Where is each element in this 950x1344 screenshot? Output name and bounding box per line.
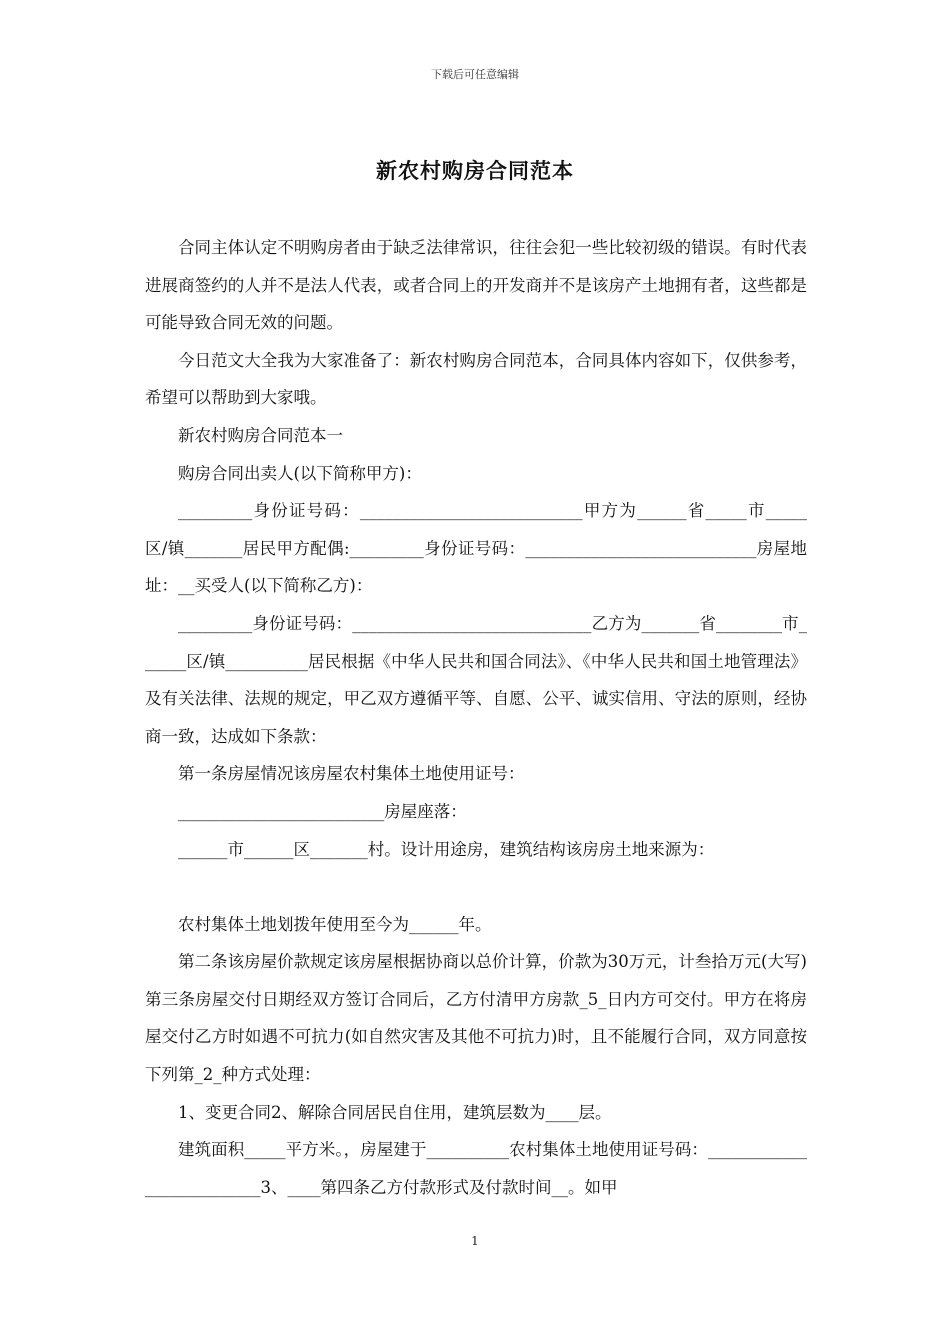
blank-line (145, 868, 807, 906)
document-title: 新农村购房合同范本 (376, 158, 574, 183)
paragraph-buyer-details: _________身份证号码：_____________________________乙方为_______省________市______区/镇__________居民根据《中华人民共和国合同法》、《中华人民共和国土地管理法》及有关法律、法规的规定，甲乙双方遵循平等、自愿、公平、诚实信用、守法的原则，经协商一致，达成如下条款： (145, 613, 807, 746)
paragraph-intro: 合同主体认定不明购房者由于缺乏法律常识，往往会犯一些比较初级的错误。有时代表进展商签约的人并不是法人代表，或者合同上的开发商并不是该房产土地拥有者，这些都是可能导致合同无效的问题。 (145, 238, 807, 333)
document-body (145, 229, 807, 1206)
paragraph-options: 1、变更合同2、解除合同居民自住用，建筑层数为____层。 (178, 1102, 612, 1122)
paragraph-house-address: ______市______区_______村。设计用途房，建筑结构该房房土地来源为： (178, 839, 715, 859)
paragraph-preface: 今日范文大全我为大家准备了：新农村购房合同范本，合同具体内容如下，仅供参考，希望可以帮助到大家哦。 (145, 350, 807, 408)
paragraph-area: 建筑面积_____平方米。，房屋建于__________农村集体土地使用证号码：__________________________3、____第四条乙方付款形式及付款时间__。如甲 (145, 1140, 807, 1197)
paragraph-house-location: _________________________房屋座落： (178, 801, 467, 821)
paragraph-article-two: 第二条该房屋价款规定该房屋根据协商以总价计算，价款为30万元，计叁拾万元(大写)第三条房屋交付日期经双方签订合同后，乙方付清甲方房款_5_日内方可交付。甲方在将房屋交付乙方时如遇不可抗力(如自然灾害及其他不可抗力)时，且不能履行合同，双方同意按下列第_2_种方式处理： (145, 952, 807, 1085)
paragraph-subtitle: 新农村购房合同范本一 (178, 425, 343, 445)
page-number: 1 (471, 1234, 479, 1248)
paragraph-article-one: 第一条房屋情况该房屋农村集体土地使用证号： (178, 764, 525, 784)
paragraph-land-use: 农村集体土地划拨年使用至今为______年。 (178, 914, 492, 934)
paragraph-seller-heading: 购房合同出卖人(以下简称甲方)： (178, 463, 422, 483)
header-note: 下载后可任意编辑 (431, 68, 519, 81)
paragraph-seller-details: _________身份证号码：___________________________甲方为______省_____市_____区/镇_______居民甲方配偶:_________身份证号码：____________________________房屋地址：__买受人(以下简称乙方)： (145, 501, 807, 596)
